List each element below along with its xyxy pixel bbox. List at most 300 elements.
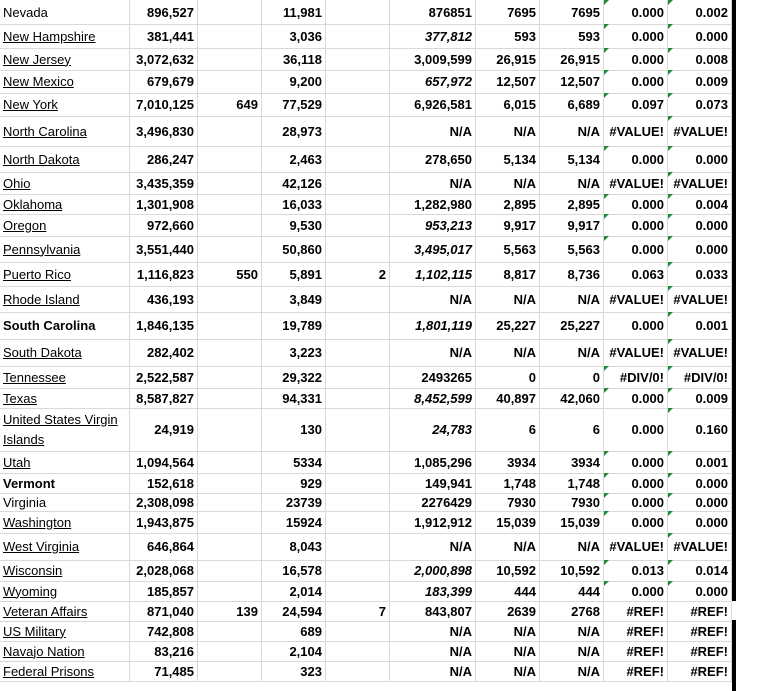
value-cell[interactable]: 1,116,823 [130,262,198,286]
value-cell[interactable]: 7 [326,601,390,621]
table-row [0,146,732,173]
value-cell[interactable] [326,286,390,312]
value-cell[interactable]: 1,943,875 [130,511,198,533]
value-cell[interactable]: 2,522,587 [130,366,198,388]
value-cell[interactable]: 5,134 [476,146,540,172]
row-label-cell[interactable]: South Carolina [0,312,130,339]
value-cell[interactable]: 0.000 [604,493,668,511]
value-cell[interactable]: 10,592 [540,560,604,581]
value-cell[interactable]: 2,463 [262,146,326,172]
value-cell[interactable] [198,473,262,493]
value-cell[interactable]: 0.000 [604,24,668,48]
value-cell[interactable]: 2,028,068 [130,560,198,581]
value-cell[interactable]: 8,587,827 [130,388,198,408]
value-cell[interactable]: 444 [540,581,604,601]
value-cell[interactable] [326,172,390,194]
row-label-cell[interactable]: Puerto Rico [0,262,130,286]
value-cell[interactable]: 550 [198,262,262,286]
value-cell[interactable]: 0.000 [604,48,668,70]
value-cell[interactable]: 7,010,125 [130,93,198,116]
value-cell[interactable]: 876851 [390,0,476,24]
value-cell[interactable]: 0.014 [668,560,732,581]
value-cell[interactable] [326,621,390,641]
value-cell[interactable] [198,70,262,93]
value-cell[interactable] [326,581,390,601]
value-cell[interactable]: 1,301,908 [130,194,198,214]
value-cell[interactable]: 7695 [540,0,604,24]
value-cell[interactable] [198,194,262,214]
value-cell[interactable] [326,641,390,661]
value-cell[interactable]: 26,915 [540,48,604,70]
table-row [0,214,732,237]
value-cell[interactable]: N/A [390,116,476,146]
value-cell[interactable] [326,70,390,93]
row-label-cell[interactable]: Texas [0,388,130,408]
table-row [0,451,732,474]
value-cell[interactable]: 0.001 [668,451,732,473]
value-cell[interactable]: 24,594 [262,601,326,621]
value-cell[interactable] [198,339,262,366]
row-label-cell[interactable]: United States Virgin Islands [0,408,130,451]
row-label-cell[interactable]: Wyoming [0,581,130,601]
value-cell[interactable]: 25,227 [540,312,604,339]
value-cell[interactable]: 8,452,599 [390,388,476,408]
value-cell[interactable] [198,312,262,339]
value-cell[interactable] [198,408,262,451]
value-cell[interactable] [198,493,262,511]
value-cell[interactable]: 2639 [476,601,540,621]
value-cell[interactable]: 5334 [262,451,326,473]
value-cell[interactable]: 929 [262,473,326,493]
value-cell[interactable]: 183,399 [390,581,476,601]
value-cell[interactable]: N/A [390,533,476,560]
value-cell[interactable] [326,214,390,236]
value-cell[interactable]: 0.000 [668,146,732,172]
value-cell[interactable]: 26,915 [476,48,540,70]
row-label-cell[interactable]: Veteran Affairs [0,601,130,621]
value-cell[interactable]: 0.000 [668,24,732,48]
value-cell[interactable]: N/A [540,286,604,312]
value-cell[interactable]: 3,009,599 [390,48,476,70]
value-cell[interactable] [198,0,262,24]
value-cell[interactable]: 0.000 [604,236,668,262]
value-cell[interactable] [198,236,262,262]
row-label-cell[interactable]: US Military [0,621,130,641]
row-label-cell[interactable]: Utah [0,451,130,473]
value-cell[interactable]: 282,402 [130,339,198,366]
value-cell[interactable]: 149,941 [390,473,476,493]
value-cell[interactable]: 0.000 [604,473,668,493]
value-cell[interactable]: 0.000 [668,581,732,601]
table-row [0,560,732,582]
value-cell[interactable]: 2,895 [540,194,604,214]
value-cell[interactable] [326,194,390,214]
row-label-cell[interactable]: Washington [0,511,130,533]
value-cell[interactable]: 1,085,296 [390,451,476,473]
value-cell[interactable]: 0.160 [668,408,732,451]
row-label-cell[interactable]: North Dakota [0,146,130,172]
value-cell[interactable]: 3,036 [262,24,326,48]
value-cell[interactable]: 139 [198,601,262,621]
value-cell[interactable]: 8,817 [476,262,540,286]
value-cell[interactable]: 28,973 [262,116,326,146]
value-cell[interactable] [326,511,390,533]
value-cell[interactable]: 9,917 [476,214,540,236]
value-cell[interactable] [198,214,262,236]
value-cell[interactable] [198,511,262,533]
value-cell[interactable]: #REF! [604,601,668,621]
value-cell[interactable]: N/A [476,116,540,146]
value-cell[interactable]: 1,748 [476,473,540,493]
value-cell[interactable] [326,93,390,116]
value-cell[interactable]: 1,912,912 [390,511,476,533]
value-cell[interactable]: N/A [390,172,476,194]
value-cell[interactable]: N/A [540,533,604,560]
value-cell[interactable] [326,116,390,146]
value-cell[interactable]: 742,808 [130,621,198,641]
row-label-cell[interactable]: New Hampshire [0,24,130,48]
value-cell[interactable]: 25,227 [476,312,540,339]
value-cell[interactable]: #VALUE! [604,339,668,366]
value-cell[interactable] [326,451,390,473]
value-cell[interactable]: 6 [540,408,604,451]
value-cell[interactable]: N/A [476,661,540,681]
value-cell[interactable]: 381,441 [130,24,198,48]
value-cell[interactable]: 16,033 [262,194,326,214]
value-cell[interactable]: 9,530 [262,214,326,236]
value-cell[interactable]: 871,040 [130,601,198,621]
value-cell[interactable]: 9,200 [262,70,326,93]
value-cell[interactable]: 42,060 [540,388,604,408]
value-cell[interactable] [198,641,262,661]
value-cell[interactable]: 953,213 [390,214,476,236]
value-cell[interactable]: 0 [476,366,540,388]
value-cell[interactable]: N/A [390,661,476,681]
table-row [0,0,732,25]
value-cell[interactable]: #DIV/0! [604,366,668,388]
value-cell[interactable]: 1,102,115 [390,262,476,286]
value-cell[interactable]: 972,660 [130,214,198,236]
row-label-cell[interactable]: Oregon [0,214,130,236]
value-cell[interactable]: #VALUE! [604,116,668,146]
value-cell[interactable]: 2,104 [262,641,326,661]
value-cell[interactable]: 6 [476,408,540,451]
value-cell[interactable]: 50,860 [262,236,326,262]
value-cell[interactable] [198,366,262,388]
value-cell[interactable]: 1,094,564 [130,451,198,473]
value-cell[interactable]: N/A [476,641,540,661]
value-cell[interactable] [198,146,262,172]
value-cell[interactable]: 436,193 [130,286,198,312]
value-cell[interactable] [326,366,390,388]
value-cell[interactable]: 3,551,440 [130,236,198,262]
value-cell[interactable] [198,533,262,560]
value-cell[interactable]: 0.033 [668,262,732,286]
value-cell[interactable]: 593 [540,24,604,48]
row-label-cell[interactable]: West Virginia [0,533,130,560]
value-cell[interactable]: 5,134 [540,146,604,172]
row-label-cell[interactable]: Wisconsin [0,560,130,581]
value-cell[interactable]: 15924 [262,511,326,533]
value-cell[interactable]: N/A [540,621,604,641]
value-cell[interactable]: 377,812 [390,24,476,48]
value-cell[interactable] [326,560,390,581]
value-cell[interactable]: N/A [390,339,476,366]
value-cell[interactable]: 40,897 [476,388,540,408]
value-cell[interactable] [198,48,262,70]
value-cell[interactable]: 0.000 [604,451,668,473]
value-cell[interactable]: 94,331 [262,388,326,408]
value-cell[interactable]: 42,126 [262,172,326,194]
table-row [0,286,732,313]
value-cell[interactable]: 0.009 [668,388,732,408]
value-cell[interactable]: 7695 [476,0,540,24]
value-cell[interactable]: 3,496,830 [130,116,198,146]
row-label-cell[interactable]: New Mexico [0,70,130,93]
value-cell[interactable]: 12,507 [476,70,540,93]
value-cell[interactable]: 3,435,359 [130,172,198,194]
value-cell[interactable]: 15,039 [540,511,604,533]
value-cell[interactable]: #REF! [668,601,732,621]
value-cell[interactable]: 0.001 [668,312,732,339]
value-cell[interactable]: N/A [390,286,476,312]
value-cell[interactable]: 36,118 [262,48,326,70]
value-cell[interactable]: 0.000 [604,388,668,408]
value-cell[interactable]: #REF! [668,621,732,641]
value-cell[interactable]: 679,679 [130,70,198,93]
row-label-cell[interactable]: New York [0,93,130,116]
row-label-cell[interactable]: Navajo Nation [0,641,130,661]
value-cell[interactable]: 8,736 [540,262,604,286]
value-cell[interactable]: 12,507 [540,70,604,93]
value-cell[interactable]: N/A [540,661,604,681]
row-label-cell[interactable]: South Dakota [0,339,130,366]
value-cell[interactable] [326,533,390,560]
value-cell[interactable]: 10,592 [476,560,540,581]
value-cell[interactable]: N/A [476,621,540,641]
value-cell[interactable]: 0.000 [668,236,732,262]
value-cell[interactable]: 6,015 [476,93,540,116]
value-cell[interactable] [326,493,390,511]
value-cell[interactable]: 0.008 [668,48,732,70]
value-cell[interactable]: 24,919 [130,408,198,451]
value-cell[interactable]: 7930 [476,493,540,511]
value-cell[interactable]: 0.063 [604,262,668,286]
value-cell[interactable]: #DIV/0! [668,366,732,388]
value-cell[interactable]: 0.000 [604,511,668,533]
value-cell[interactable]: 1,801,119 [390,312,476,339]
value-cell[interactable] [326,473,390,493]
value-cell[interactable]: #VALUE! [668,286,732,312]
value-cell[interactable] [198,388,262,408]
value-cell[interactable]: 0.000 [604,194,668,214]
value-cell[interactable]: 0.000 [604,214,668,236]
value-cell[interactable]: 2493265 [390,366,476,388]
value-cell[interactable] [326,388,390,408]
value-cell[interactable]: 286,247 [130,146,198,172]
value-cell[interactable]: 657,972 [390,70,476,93]
value-cell[interactable] [326,236,390,262]
value-cell[interactable]: 0.004 [668,194,732,214]
value-cell[interactable]: 896,527 [130,0,198,24]
value-cell[interactable] [326,0,390,24]
value-cell[interactable]: 0.000 [604,408,668,451]
value-cell[interactable]: N/A [476,172,540,194]
value-cell[interactable]: #VALUE! [668,533,732,560]
value-cell[interactable]: #VALUE! [668,116,732,146]
table-row [0,388,732,409]
row-label-cell[interactable]: Pennsylvania [0,236,130,262]
value-cell[interactable]: 2,895 [476,194,540,214]
row-label-cell[interactable]: Rhode Island [0,286,130,312]
value-cell[interactable]: #VALUE! [604,533,668,560]
value-cell[interactable]: 3,223 [262,339,326,366]
value-cell[interactable]: 3934 [540,451,604,473]
value-cell[interactable]: 71,485 [130,661,198,681]
value-cell[interactable] [198,661,262,681]
value-cell[interactable]: 0.000 [604,146,668,172]
value-cell[interactable]: 689 [262,621,326,641]
value-cell[interactable]: 2768 [540,601,604,621]
value-cell[interactable]: 843,807 [390,601,476,621]
value-cell[interactable]: 0.000 [604,312,668,339]
value-cell[interactable]: 0.000 [604,70,668,93]
row-label-cell[interactable]: Oklahoma [0,194,130,214]
value-cell[interactable]: 5,563 [540,236,604,262]
value-cell[interactable]: N/A [390,641,476,661]
value-cell[interactable] [326,661,390,681]
value-cell[interactable]: N/A [476,286,540,312]
value-cell[interactable]: #REF! [604,641,668,661]
value-cell[interactable] [198,621,262,641]
value-cell[interactable]: #REF! [668,641,732,661]
table-row [0,236,732,263]
value-cell[interactable]: #VALUE! [604,172,668,194]
row-label-cell[interactable]: Ohio [0,172,130,194]
value-cell[interactable]: #REF! [668,661,732,681]
row-label-cell[interactable]: Nevada [0,0,130,24]
value-cell[interactable] [198,451,262,473]
value-cell[interactable]: 2,308,098 [130,493,198,511]
row-label-cell[interactable]: Federal Prisons [0,661,130,681]
value-cell[interactable]: 0.013 [604,560,668,581]
value-cell[interactable]: N/A [540,172,604,194]
value-cell[interactable] [326,408,390,451]
value-cell[interactable]: 0.000 [604,0,668,24]
value-cell[interactable]: N/A [540,116,604,146]
value-cell[interactable]: 185,857 [130,581,198,601]
value-cell[interactable] [198,560,262,581]
value-cell[interactable]: 0.097 [604,93,668,116]
value-cell[interactable]: N/A [476,339,540,366]
value-cell[interactable]: 77,529 [262,93,326,116]
row-label-cell[interactable]: Vermont [0,473,130,493]
value-cell[interactable]: 1,846,135 [130,312,198,339]
value-cell[interactable]: 3,495,017 [390,236,476,262]
value-cell[interactable]: 649 [198,93,262,116]
value-cell[interactable]: N/A [540,641,604,661]
value-cell[interactable]: #VALUE! [668,172,732,194]
value-cell[interactable]: 83,216 [130,641,198,661]
value-cell[interactable]: 19,789 [262,312,326,339]
value-cell[interactable]: N/A [540,339,604,366]
value-cell[interactable] [326,312,390,339]
row-label-cell[interactable]: Virginia [0,493,130,511]
value-cell[interactable]: 5,563 [476,236,540,262]
value-cell[interactable]: 24,783 [390,408,476,451]
value-cell[interactable] [198,172,262,194]
value-cell[interactable]: 6,689 [540,93,604,116]
value-cell[interactable]: 0 [540,366,604,388]
value-cell[interactable]: 2276429 [390,493,476,511]
value-cell[interactable]: 0.000 [668,493,732,511]
value-cell[interactable]: 8,043 [262,533,326,560]
value-cell[interactable]: 29,322 [262,366,326,388]
value-cell[interactable]: 3934 [476,451,540,473]
table-row [0,661,732,682]
value-cell[interactable]: 0.000 [668,214,732,236]
value-cell[interactable] [198,581,262,601]
value-cell[interactable]: 0.000 [604,581,668,601]
row-label-cell[interactable]: Tennessee [0,366,130,388]
value-cell[interactable]: 0.073 [668,93,732,116]
value-cell[interactable] [198,24,262,48]
value-cell[interactable]: N/A [476,533,540,560]
value-cell[interactable]: 11,981 [262,0,326,24]
value-cell[interactable]: 593 [476,24,540,48]
value-cell[interactable]: 23739 [262,493,326,511]
value-cell[interactable]: 0.000 [668,473,732,493]
value-cell[interactable]: #VALUE! [604,286,668,312]
value-cell[interactable]: 9,917 [540,214,604,236]
value-cell[interactable]: 278,650 [390,146,476,172]
value-cell[interactable]: 1,748 [540,473,604,493]
value-cell[interactable]: 646,864 [130,533,198,560]
value-cell[interactable] [326,24,390,48]
value-cell[interactable] [326,339,390,366]
value-cell[interactable]: 0.002 [668,0,732,24]
value-cell[interactable]: 3,849 [262,286,326,312]
value-cell[interactable]: 15,039 [476,511,540,533]
value-cell[interactable]: #REF! [604,661,668,681]
row-label-cell[interactable]: North Carolina [0,116,130,146]
value-cell[interactable]: 6,926,581 [390,93,476,116]
value-cell[interactable]: 323 [262,661,326,681]
table-row [0,93,732,117]
value-cell[interactable]: 152,618 [130,473,198,493]
value-cell[interactable]: 7930 [540,493,604,511]
value-cell[interactable]: 2,014 [262,581,326,601]
value-cell[interactable]: 3,072,632 [130,48,198,70]
value-cell[interactable]: 1,282,980 [390,194,476,214]
row-label-cell[interactable]: New Jersey [0,48,130,70]
value-cell[interactable]: 0.000 [668,511,732,533]
value-cell[interactable]: 130 [262,408,326,451]
value-cell[interactable]: 16,578 [262,560,326,581]
value-cell[interactable]: #VALUE! [668,339,732,366]
value-cell[interactable]: N/A [390,621,476,641]
value-cell[interactable] [326,48,390,70]
value-cell[interactable]: 444 [476,581,540,601]
value-cell[interactable]: 0.009 [668,70,732,93]
value-cell[interactable] [198,116,262,146]
value-cell[interactable] [326,146,390,172]
value-cell[interactable]: 2,000,898 [390,560,476,581]
value-cell[interactable]: #REF! [604,621,668,641]
value-cell[interactable]: 5,891 [262,262,326,286]
value-cell[interactable]: 2 [326,262,390,286]
value-cell[interactable] [198,286,262,312]
